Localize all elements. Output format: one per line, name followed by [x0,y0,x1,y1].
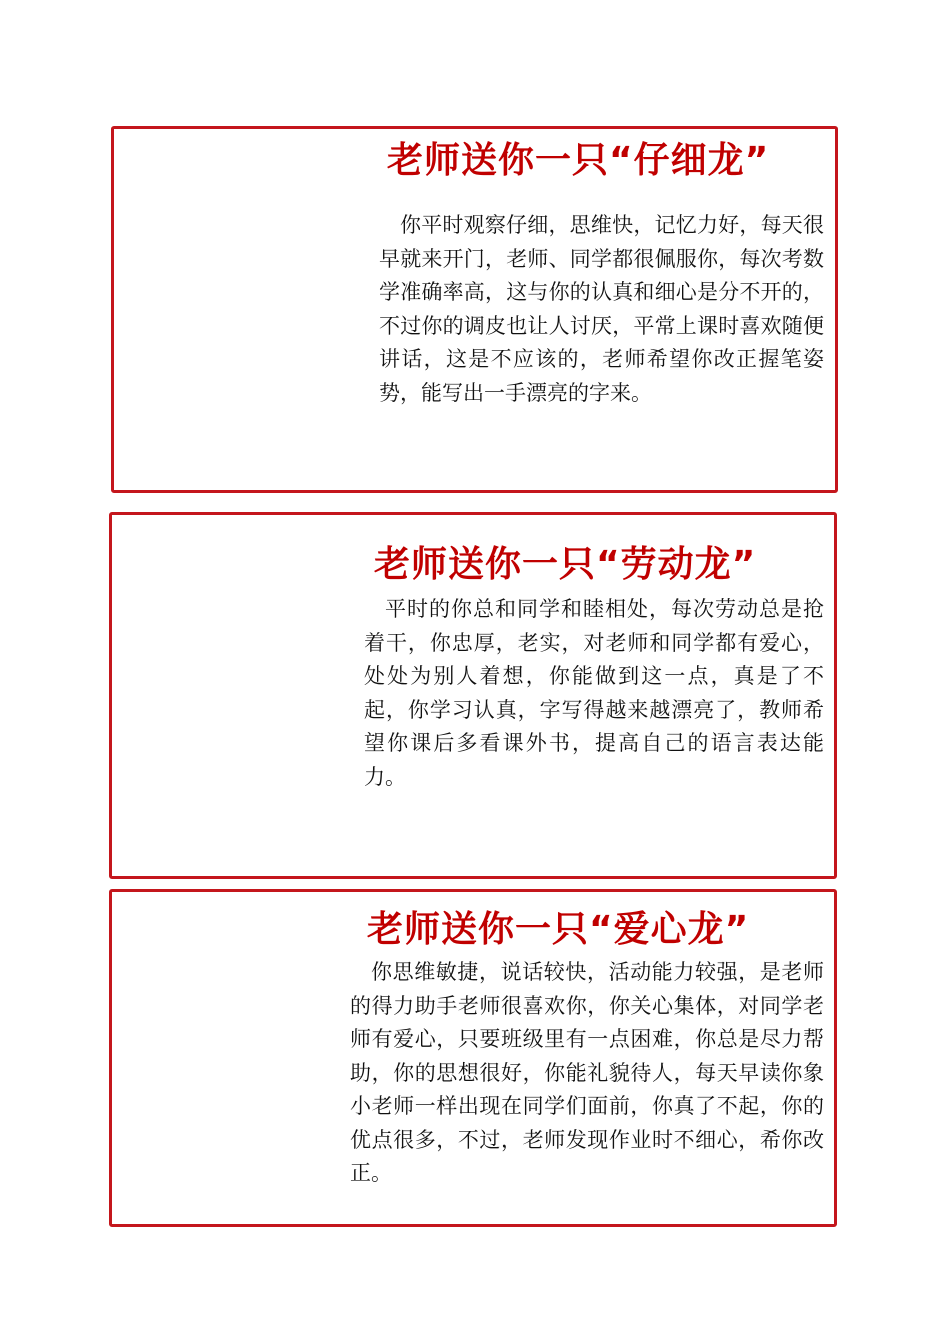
card-title: 老师送你一只“劳动龙” [374,544,757,585]
comment-card-caring-dragon [109,889,837,1227]
card-body: 你平时观察仔细，思维快，记忆力好，每天很早就来开门，老师、同学都很佩服你，每次考数学准确率高，这与你的认真和细心是分不开的，不过你的调皮也让人讨厌，平常上课时喜欢随便讲话，这是不应该的，老师希望你改正握笔姿势，能写出一手漂亮的字来。 [379,213,824,405]
comment-card-careful-dragon [111,126,838,493]
card-title: 老师送你一只“爱心龙” [367,909,750,950]
comment-card-labor-dragon [109,512,837,879]
card-title: 老师送你一只“仔细龙” [387,140,770,181]
card-body: 你思维敏捷，说话较快，活动能力较强，是老师的得力助手老师很喜欢你，你关心集体，对同学老师有爱心，只要班级里有一点困难，你总是尽力帮助，你的思想很好，你能礼貌待人，每天早读你象小老师一样出现在同学们面前，你真了不起，你的优点很多，不过，老师发现作业时不细心，希你改正。 [350,960,824,1185]
card-body: 平时的你总和同学和睦相处，每次劳动总是抢着干，你忠厚，老实，对老师和同学都有爱心，处处为别人着想，你能做到这一点，真是了不起，你学习认真，字写得越来越漂亮了，教师希望你课后多看课外书，提高自己的语言表达能力。 [364,597,824,789]
